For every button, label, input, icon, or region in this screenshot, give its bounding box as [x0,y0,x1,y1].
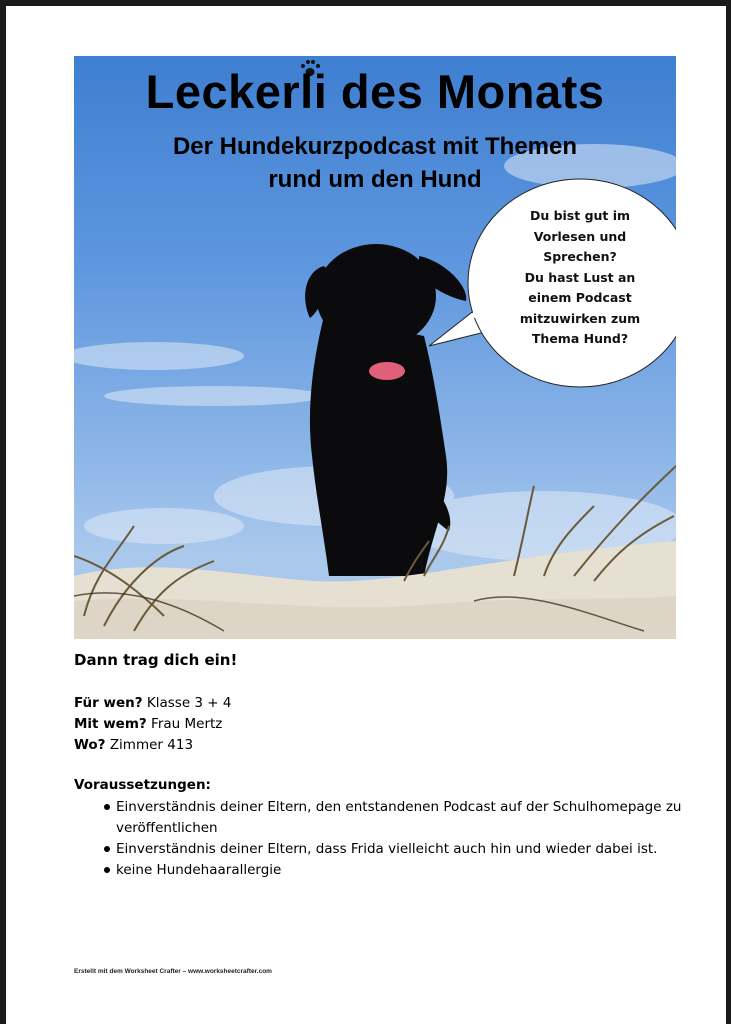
requirements-heading: Voraussetzungen: [74,777,211,793]
info-row [74,693,694,714]
poster-title: Leckerli des Monats [145,65,605,118]
info-label: Wo? [74,737,106,753]
list-item: keine Hundehaarallergie [74,860,694,881]
call-to-action: Dann trag dich ein! [74,651,238,669]
info-row [74,714,694,735]
bubble-line: einem Podcast [528,290,632,305]
bubble-line: Du bist gut im [529,208,631,223]
dog-tongue [369,362,405,380]
subtitle-line-1: Der Hundekurzpodcast mit Themen [172,133,578,160]
speech-bubble-text [502,206,658,350]
list-item: Einverständnis deiner Eltern, dass Frida vielleicht auch hin und wieder dabei ist. [74,839,694,860]
poster-subtitle [74,130,676,196]
bubble-line: Sprechen? [543,249,617,264]
subtitle-line-2: rund um den Hund [268,166,482,193]
footer-credit: Erstellt mit dem Worksheet Crafter – www.worksheetcrafter.com [74,968,272,975]
list-item: Einverständnis deiner Eltern, den entstandenen Podcast auf der Schulhomepage zu veröffentlichen [74,797,694,839]
info-value: Klasse 3 + 4 [146,695,232,711]
bubble-line: Thema Hund? [531,331,629,346]
poster-image [74,56,676,639]
info-list [74,693,694,756]
requirements-list [74,797,694,881]
worksheet-page [6,6,726,1024]
bubble-line: Du hast Lust an [524,269,636,285]
info-value: Frau Mertz [151,716,223,732]
info-label: Mit wem? [74,716,147,732]
bubble-line: mitzuwirken zum [519,310,641,326]
info-label: Für wen? [74,695,143,711]
info-value: Zimmer 413 [109,737,194,753]
info-row [74,735,694,756]
bubble-line: Vorlesen und [533,228,627,244]
worksheet-body [74,651,694,881]
